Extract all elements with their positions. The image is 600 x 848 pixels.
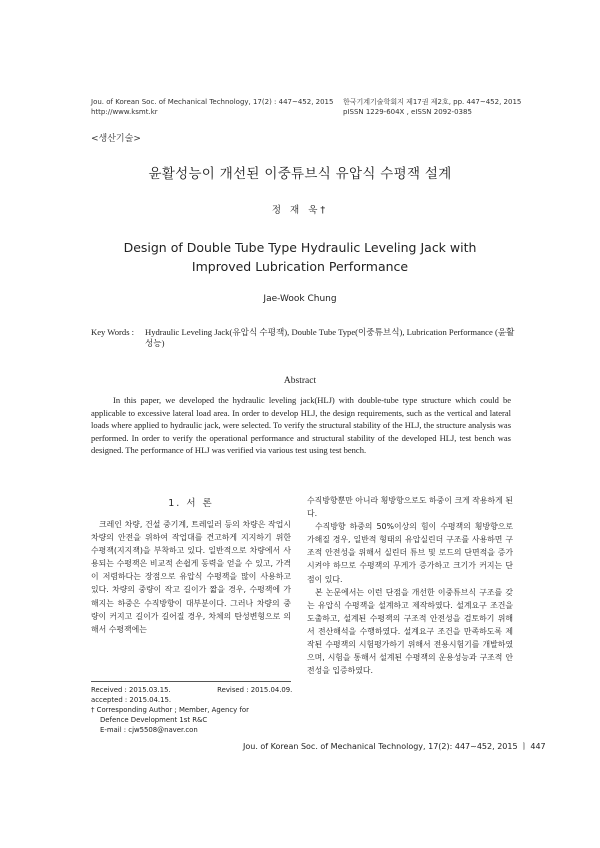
keywords-text: Hydraulic Leveling Jack(유압식 수평잭), Double Tube Type(이중튜브식), Lubrication Performance (윤활성능)	[145, 327, 515, 348]
received-revised-row	[91, 685, 301, 695]
section-tag: <생산기술>	[91, 134, 141, 144]
intro-paragraph-continued: 수직방향뿐만 아니라 횡방향으로도 하중이 크게 작용하게 된다.	[307, 496, 513, 519]
corresponding-author: † Corresponding Author ; Member, Agency for	[91, 706, 249, 714]
footnote-divider	[91, 681, 291, 682]
paper-title-korean: 윤활성능이 개선된 이중튜브식 유압식 수평잭 설계	[148, 166, 452, 182]
author-english: Jae-Wook Chung	[263, 294, 337, 304]
abstract-body	[91, 394, 511, 457]
intro-paragraph-2: 수직방향 하중의 50%이상의 힘이 수평잭의 횡방향으로 가해질 경우, 일반적 형태의 유압실린더 구조를 사용하면 구조적 안전성을 위해서 실린더 튜브 및 로드의 단면적을 증가시켜야 하므로 수평잭의 무게가 증가하고 크기가 커지는 단점이 있다.	[307, 522, 513, 584]
journal-citation-ko: 한국기계기술학회지 제17권 제2호, pp. 447~452, 2015	[343, 98, 522, 106]
keywords-label: Key Words :	[91, 327, 135, 337]
issn-line: pISSN 1229-604X , eISSN 2092-0385	[343, 108, 472, 116]
body-column-left	[91, 518, 291, 636]
abstract-heading: Abstract	[283, 376, 317, 386]
paper-title-english	[60, 238, 540, 276]
accepted-date: accepted : 2015.04.15.	[91, 696, 172, 704]
title-en-line2: Improved Lubrication Performance	[191, 259, 409, 274]
abstract-paragraph: In this paper, we developed the hydraulic leveling jack(HLJ) with double-tube type structure which could be applicable to excessive lateral load area. In order to develop HLJ, the design requirements, such as the vertical and lateral loads where applied to hydraulic jack, were selected. To verify the structural stability of the HLJ, the structure analysis was performed. In order to verify the operational performance and structural stability of the developed HLJ, test bench was designed. The performance of HLJ was verified via various test using test bench.	[91, 395, 511, 456]
journal-header-left	[91, 97, 333, 117]
journal-citation: Jou. of Korean Soc. of Mechanical Technology, 17(2) : 447~452, 2015	[91, 98, 334, 106]
intro-paragraph-1: 크레인 차량, 건설 중기계, 트레일러 등의 차량은 작업시 차량의 안전을 위하여 작업대를 견고하게 지지하기 위한 수평잭(지지잭)을 부착하고 있다. 일반적으로 차량에서 사용되는 수평잭은 비교적 손쉽게 동력을 얻을 수 있고, 가격이 저렴하다는 장점으로 유압식 수평잭을 많이 사용하고 있다. 차량의 중량이 작고 길이가 짧을 경우, 수평잭에 가해지는 하중은 수직방향이 대부분이다. 그러나 차량의 중량이 커지고 길이가 길어질 경우, 차체의 탄성변형으로 의해서 수평잭에는	[91, 520, 291, 634]
section-heading-introduction: 1. 서 론	[168, 498, 214, 509]
author-affiliation: Defence Development 1st R&C	[100, 716, 208, 724]
title-en-line1: Design of Double Tube Type Hydraulic Leveling Jack with	[123, 240, 477, 255]
intro-paragraph-3: 본 논문에서는 이런 단점을 개선한 이중튜브식 구조를 갖는 유압식 수평잭을 설계하고 제작하였다. 설계요구 조건을 도출하고, 설계된 수평잭의 구조적 안전성을 검토하기 위해서 전산해석을 수행하였다. 설계요구 조건을 만족하도록 제작된 수평잭의 시험평가하기 위해서 전용시험기를 개발하였으며, 시험을 통해서 설계된 수평잭의 운용성능과 구조적 안전성을 입증하였다.	[307, 587, 513, 676]
journal-url[interactable]: http://www.ksmt.kr	[91, 108, 158, 116]
journal-header-right	[343, 97, 521, 117]
author-korean: 정 재 욱†	[271, 205, 329, 216]
received-date: Received : 2015.03.15.	[91, 686, 171, 694]
author-email[interactable]: E-mail : cjw5508@naver.con	[100, 726, 198, 734]
revised-date: Revised : 2015.04.09.	[217, 686, 293, 694]
footnotes	[91, 685, 301, 735]
page-footer: Jou. of Korean Soc. of Mechanical Technology, 17(2): 447~452, 2015 ㅣ 447	[243, 742, 546, 751]
body-column-right	[307, 494, 513, 677]
